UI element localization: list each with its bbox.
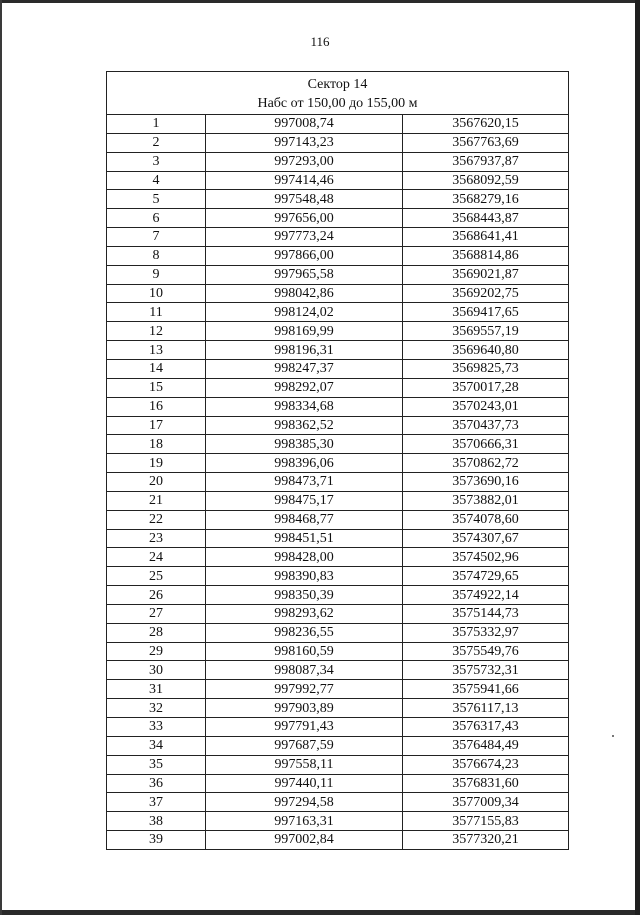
x-coordinate-cell: 998196,31 [206, 341, 403, 360]
x-coordinate-cell: 997293,00 [206, 152, 403, 171]
y-coordinate-cell: 3568092,59 [403, 171, 569, 190]
y-coordinate-cell: 3570017,28 [403, 378, 569, 397]
y-coordinate-cell: 3574307,67 [403, 529, 569, 548]
table-row [107, 133, 569, 152]
point-number-cell: 28 [107, 623, 206, 642]
coordinates-table [106, 71, 569, 850]
y-coordinate-cell: 3569417,65 [403, 303, 569, 322]
x-coordinate-cell: 997656,00 [206, 209, 403, 228]
table-row [107, 718, 569, 737]
x-coordinate-cell: 998236,55 [206, 623, 403, 642]
y-coordinate-cell: 3576484,49 [403, 736, 569, 755]
point-number-cell: 18 [107, 435, 206, 454]
x-coordinate-cell: 997008,74 [206, 115, 403, 134]
y-coordinate-cell: 3577155,83 [403, 812, 569, 831]
table-row [107, 171, 569, 190]
point-number-cell: 24 [107, 548, 206, 567]
x-coordinate-cell: 997992,77 [206, 680, 403, 699]
point-number-cell: 5 [107, 190, 206, 209]
y-coordinate-cell: 3575941,66 [403, 680, 569, 699]
point-number-cell: 22 [107, 510, 206, 529]
y-coordinate-cell: 3568641,41 [403, 228, 569, 247]
x-coordinate-cell: 998468,77 [206, 510, 403, 529]
x-coordinate-cell: 998451,51 [206, 529, 403, 548]
y-coordinate-cell: 3574502,96 [403, 548, 569, 567]
table-row [107, 793, 569, 812]
x-coordinate-cell: 998087,34 [206, 661, 403, 680]
y-coordinate-cell: 3575144,73 [403, 604, 569, 623]
table-row [107, 586, 569, 605]
point-number-cell: 13 [107, 341, 206, 360]
point-number-cell: 19 [107, 454, 206, 473]
table-row [107, 604, 569, 623]
x-coordinate-cell: 997773,24 [206, 228, 403, 247]
x-coordinate-cell: 998293,62 [206, 604, 403, 623]
table-row [107, 623, 569, 642]
scan-speck [612, 735, 614, 737]
y-coordinate-cell: 3576831,60 [403, 774, 569, 793]
x-coordinate-cell: 997791,43 [206, 718, 403, 737]
table-row [107, 341, 569, 360]
table-row [107, 378, 569, 397]
table-row [107, 115, 569, 134]
y-coordinate-cell: 3575549,76 [403, 642, 569, 661]
y-coordinate-cell: 3569021,87 [403, 265, 569, 284]
point-number-cell: 8 [107, 246, 206, 265]
y-coordinate-cell: 3576117,13 [403, 699, 569, 718]
table-row [107, 642, 569, 661]
x-coordinate-cell: 998390,83 [206, 567, 403, 586]
point-number-cell: 36 [107, 774, 206, 793]
y-coordinate-cell: 3570666,31 [403, 435, 569, 454]
scan-border-left [0, 0, 2, 915]
y-coordinate-cell: 3574922,14 [403, 586, 569, 605]
y-coordinate-cell: 3570437,73 [403, 416, 569, 435]
y-coordinate-cell: 3574729,65 [403, 567, 569, 586]
point-number-cell: 20 [107, 473, 206, 492]
table-row [107, 416, 569, 435]
coordinates-table-body [107, 72, 569, 850]
y-coordinate-cell: 3570862,72 [403, 454, 569, 473]
x-coordinate-cell: 998428,00 [206, 548, 403, 567]
point-number-cell: 29 [107, 642, 206, 661]
x-coordinate-cell: 998396,06 [206, 454, 403, 473]
table-row [107, 359, 569, 378]
x-coordinate-cell: 998169,99 [206, 322, 403, 341]
point-number-cell: 26 [107, 586, 206, 605]
table-row [107, 473, 569, 492]
scan-border-top [0, 0, 640, 3]
x-coordinate-cell: 997548,48 [206, 190, 403, 209]
x-coordinate-cell: 997903,89 [206, 699, 403, 718]
table-row [107, 152, 569, 171]
table-row [107, 322, 569, 341]
y-coordinate-cell: 3568279,16 [403, 190, 569, 209]
point-number-cell: 1 [107, 115, 206, 134]
table-header-cell [107, 72, 569, 115]
table-row [107, 454, 569, 473]
table-row [107, 491, 569, 510]
table-row [107, 190, 569, 209]
table-row [107, 736, 569, 755]
y-coordinate-cell: 3573690,16 [403, 473, 569, 492]
y-coordinate-cell: 3574078,60 [403, 510, 569, 529]
table-row [107, 812, 569, 831]
table-row [107, 831, 569, 850]
table-row [107, 510, 569, 529]
point-number-cell: 27 [107, 604, 206, 623]
table-row [107, 397, 569, 416]
x-coordinate-cell: 998475,17 [206, 491, 403, 510]
table-row [107, 284, 569, 303]
x-coordinate-cell: 997163,31 [206, 812, 403, 831]
table-row [107, 548, 569, 567]
x-coordinate-cell: 998334,68 [206, 397, 403, 416]
x-coordinate-cell: 998350,39 [206, 586, 403, 605]
point-number-cell: 34 [107, 736, 206, 755]
point-number-cell: 16 [107, 397, 206, 416]
y-coordinate-cell: 3573882,01 [403, 491, 569, 510]
x-coordinate-cell: 998385,30 [206, 435, 403, 454]
x-coordinate-cell: 997687,59 [206, 736, 403, 755]
point-number-cell: 15 [107, 378, 206, 397]
x-coordinate-cell: 997558,11 [206, 755, 403, 774]
table-row [107, 265, 569, 284]
y-coordinate-cell: 3569825,73 [403, 359, 569, 378]
point-number-cell: 31 [107, 680, 206, 699]
point-number-cell: 39 [107, 831, 206, 850]
y-coordinate-cell: 3575332,97 [403, 623, 569, 642]
point-number-cell: 11 [107, 303, 206, 322]
x-coordinate-cell: 998247,37 [206, 359, 403, 378]
y-coordinate-cell: 3567620,15 [403, 115, 569, 134]
x-coordinate-cell: 997143,23 [206, 133, 403, 152]
table-row [107, 567, 569, 586]
table-row [107, 699, 569, 718]
x-coordinate-cell: 998160,59 [206, 642, 403, 661]
point-number-cell: 17 [107, 416, 206, 435]
x-coordinate-cell: 998124,02 [206, 303, 403, 322]
y-coordinate-cell: 3568814,86 [403, 246, 569, 265]
x-coordinate-cell: 997965,58 [206, 265, 403, 284]
point-number-cell: 35 [107, 755, 206, 774]
y-coordinate-cell: 3569202,75 [403, 284, 569, 303]
point-number-cell: 3 [107, 152, 206, 171]
table-row [107, 661, 569, 680]
point-number-cell: 38 [107, 812, 206, 831]
table-row [107, 774, 569, 793]
point-number-cell: 7 [107, 228, 206, 247]
point-number-cell: 9 [107, 265, 206, 284]
table-row [107, 755, 569, 774]
scan-border-bottom [0, 910, 640, 915]
point-number-cell: 10 [107, 284, 206, 303]
table-row [107, 228, 569, 247]
point-number-cell: 14 [107, 359, 206, 378]
height-range: Набс от 150,00 до 155,00 м [257, 95, 418, 111]
point-number-cell: 21 [107, 491, 206, 510]
x-coordinate-cell: 998362,52 [206, 416, 403, 435]
point-number-cell: 23 [107, 529, 206, 548]
x-coordinate-cell: 997002,84 [206, 831, 403, 850]
x-coordinate-cell: 997294,58 [206, 793, 403, 812]
x-coordinate-cell: 997414,46 [206, 171, 403, 190]
y-coordinate-cell: 3569640,80 [403, 341, 569, 360]
y-coordinate-cell: 3568443,87 [403, 209, 569, 228]
table-header-row [107, 72, 569, 115]
x-coordinate-cell: 998473,71 [206, 473, 403, 492]
table-row [107, 303, 569, 322]
point-number-cell: 6 [107, 209, 206, 228]
sector-title: Сектор 14 [307, 76, 368, 92]
table-row [107, 246, 569, 265]
y-coordinate-cell: 3577320,21 [403, 831, 569, 850]
point-number-cell: 4 [107, 171, 206, 190]
point-number-cell: 12 [107, 322, 206, 341]
y-coordinate-cell: 3567763,69 [403, 133, 569, 152]
x-coordinate-cell: 997866,00 [206, 246, 403, 265]
scan-border-right [635, 0, 640, 915]
point-number-cell: 2 [107, 133, 206, 152]
y-coordinate-cell: 3567937,87 [403, 152, 569, 171]
point-number-cell: 37 [107, 793, 206, 812]
point-number-cell: 32 [107, 699, 206, 718]
y-coordinate-cell: 3576674,23 [403, 755, 569, 774]
table-row [107, 209, 569, 228]
point-number-cell: 30 [107, 661, 206, 680]
y-coordinate-cell: 3575732,31 [403, 661, 569, 680]
page-number: 116 [310, 34, 330, 49]
x-coordinate-cell: 997440,11 [206, 774, 403, 793]
point-number-cell: 33 [107, 718, 206, 737]
y-coordinate-cell: 3569557,19 [403, 322, 569, 341]
y-coordinate-cell: 3576317,43 [403, 718, 569, 737]
y-coordinate-cell: 3570243,01 [403, 397, 569, 416]
x-coordinate-cell: 998042,86 [206, 284, 403, 303]
table-row [107, 529, 569, 548]
x-coordinate-cell: 998292,07 [206, 378, 403, 397]
table-row [107, 680, 569, 699]
y-coordinate-cell: 3577009,34 [403, 793, 569, 812]
point-number-cell: 25 [107, 567, 206, 586]
table-row [107, 435, 569, 454]
